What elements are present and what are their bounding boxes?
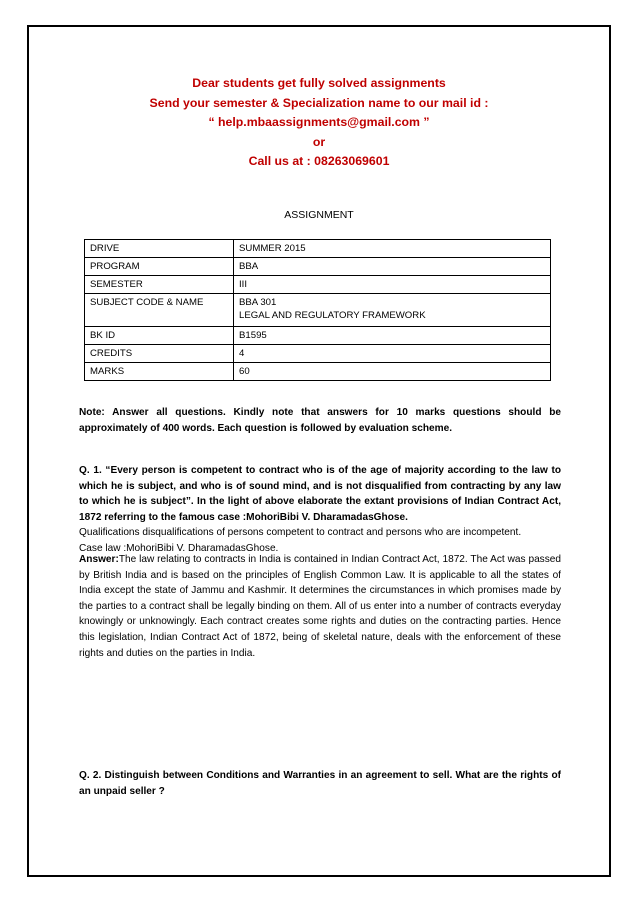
table-row — [85, 276, 551, 294]
row-label: SEMESTER — [85, 276, 234, 294]
row-value: 4 — [234, 345, 551, 363]
row-label: CREDITS — [85, 345, 234, 363]
header-line-1: Dear students get fully solved assignments — [192, 76, 446, 90]
assignment-info-table — [84, 239, 551, 381]
question-2-text: Q. 2. Distinguish between Conditions and Warranties in an agreement to sell. What are the rights of an unpaid seller ? — [79, 770, 561, 797]
header-email[interactable]: “ help.mbaassignments@gmail.com ” — [208, 115, 430, 130]
table-row — [85, 363, 551, 381]
question-1-scheme-line-2: Case law :MohoriBibi V. DharamadasGhose. — [79, 542, 279, 554]
row-value: BBA — [234, 258, 551, 276]
row-value — [234, 294, 551, 327]
answer-1-text: The law relating to contracts in India is contained in Indian Contract Act, 1872. The Act was passed by British India and is based on the principles of English Common Law. It is applicable to all the states of India except the state of Jammu and Kashmir. It determines the circumstances in which promises made by the parties to a contract shall be legally binding on them. All of us enter into a number of contracts everyday knowingly or unknowingly. Each contract creates some rights and duties on the contracting parties. Hence this legislation, Indian Contract Act of 1872, being of skeletal nature, deals with the enforcement of these rights and duties on the parties in India. — [79, 554, 561, 659]
row-label: DRIVE — [85, 240, 234, 258]
question-1-block — [79, 463, 561, 557]
row-label: SUBJECT CODE & NAME — [85, 294, 234, 327]
table-row — [85, 258, 551, 276]
header-phone[interactable]: Call us at : 08263069601 — [248, 154, 390, 169]
row-label: PROGRAM — [85, 258, 234, 276]
subject-code: BBA 301 — [239, 297, 277, 308]
question-1-text: Q. 1. “Every person is competent to contract who is of the age of majority according to the law to which he is subject, and who is of sound mind, and is not disqualified from contracting by any law to which he is subject”. In the light of above elaborate the extant provisions of Indian Contract Act, 1872 referring to the famous case :MohoriBibi V. DharamadasGhose. — [79, 465, 561, 523]
note-paragraph: Note: Answer all questions. Kindly note that answers for 10 marks questions should be approximately of 400 words. Each question is followed by evaluation scheme. — [79, 407, 561, 434]
table-row — [85, 327, 551, 345]
subject-name: LEGAL AND REGULATORY FRAMEWORK — [239, 310, 426, 321]
row-value: 60 — [234, 363, 551, 381]
row-label: MARKS — [85, 363, 234, 381]
header-line-2: Send your semester & Specialization name to our mail id : — [149, 95, 489, 110]
answer-1-block — [79, 552, 561, 661]
row-value: III — [234, 276, 551, 294]
assignment-title: ASSIGNMENT — [284, 209, 354, 221]
row-label: BK ID — [85, 327, 234, 345]
row-value: B1595 — [234, 327, 551, 345]
question-1-scheme-line-1: Qualifications disqualifications of persons competent to contract and persons who are incompetent. — [79, 527, 522, 539]
answer-label: Answer: — [79, 554, 119, 565]
header-or: or — [312, 134, 326, 149]
promo-header — [0, 74, 638, 172]
table-row — [85, 240, 551, 258]
table-row — [85, 294, 551, 327]
table-row — [85, 345, 551, 363]
row-value: SUMMER 2015 — [234, 240, 551, 258]
